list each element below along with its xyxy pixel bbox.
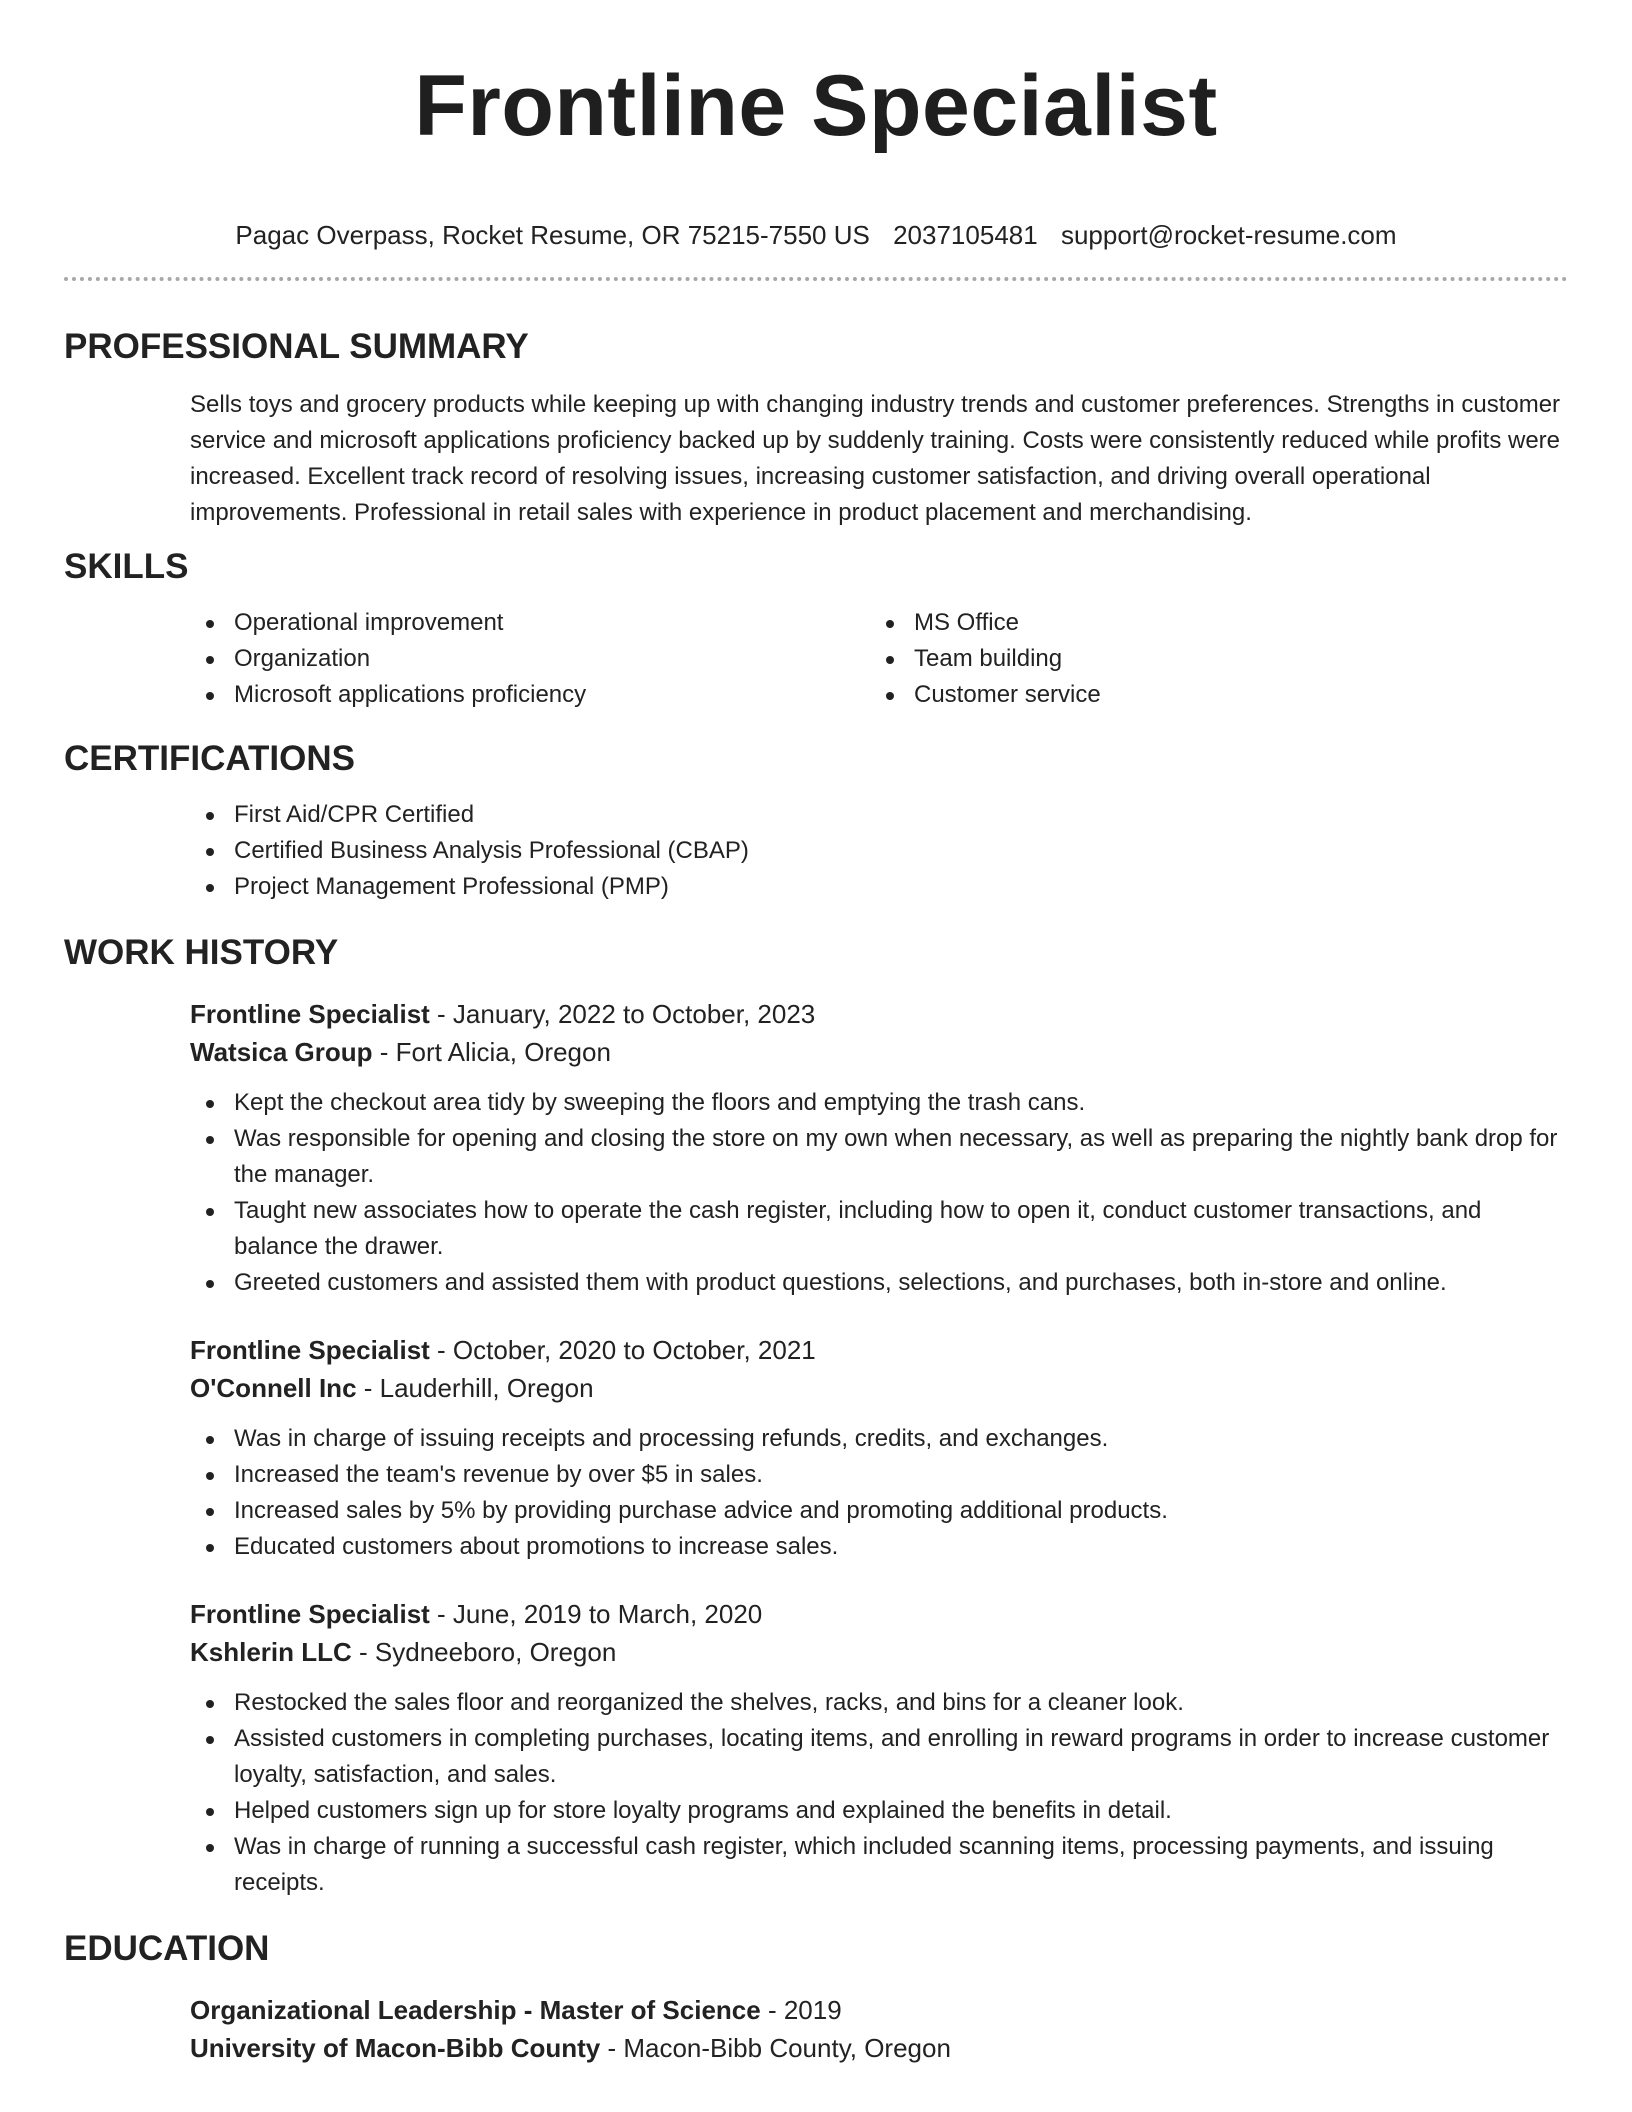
certification-item: First Aid/CPR Certified (190, 797, 1568, 833)
education-section (64, 1927, 1568, 2067)
skill-item: Microsoft applications proficiency (190, 677, 870, 713)
job-title-line (190, 1331, 1568, 1369)
skills-grid (190, 605, 1568, 713)
job-bullet: Was in charge of running a successful cash register, which included scanning items, processing payments, and issuing receipts. (190, 1829, 1568, 1901)
job-title-line (190, 1595, 1568, 1633)
job-bullet: Taught new associates how to operate the cash register, including how to open it, conduct customer transactions, and balance the drawer. (190, 1193, 1568, 1265)
work-history-section (64, 931, 1568, 1901)
summary-text: Sells toys and grocery products while keeping up with changing industry trends and customer preferences. Strengths in customer service and microsoft applications proficiency backed up by suddenly training. Costs were consistently reduced while profits were increased. Excellent track record of resolving issues, increasing customer satisfaction, and driving overall operational improvements. Professional in retail sales with experience in product placement and merchandising. (190, 391, 1561, 526)
contact-line (64, 218, 1568, 252)
job-company-line (190, 1633, 1568, 1671)
job-title: Frontline Specialist (190, 1335, 430, 1365)
certifications-list (190, 797, 1568, 905)
job-bullets (64, 1085, 1568, 1301)
skill-item: Operational improvement (190, 605, 870, 641)
job-bullet: Educated customers about promotions to increase sales. (190, 1529, 1568, 1565)
job-bullets (64, 1421, 1568, 1565)
job-bullet: Was responsible for opening and closing the store on my own when necessary, as well as preparing the nightly bank drop for the manager. (190, 1121, 1568, 1193)
skills-right-list (870, 605, 1550, 713)
job-location: - Fort Alicia, Oregon (372, 1037, 611, 1067)
resume-page (64, 0, 1568, 2067)
header-divider (64, 277, 1568, 281)
job-bullet: Helped customers sign up for store loyalty programs and explained the benefits in detail. (190, 1793, 1568, 1829)
job-entry (190, 1331, 1568, 1565)
certifications-title: CERTIFICATIONS (64, 739, 356, 778)
education-year: - 2019 (760, 1995, 842, 2025)
education-school: University of Macon-Bibb County (190, 2033, 601, 2063)
job-bullet: Greeted customers and assisted them with product questions, selections, and purchases, both in-store and online. (190, 1265, 1568, 1301)
job-title: Frontline Specialist (190, 999, 430, 1029)
job-bullet: Assisted customers in completing purchases, locating items, and enrolling in reward programs in order to increase customer loyalty, satisfaction, and sales. (190, 1721, 1568, 1793)
job-dates: - October, 2020 to October, 2021 (429, 1335, 816, 1365)
work-history-title: WORK HISTORY (64, 933, 339, 972)
job-company-line (190, 1369, 1568, 1407)
certifications-section (64, 737, 1568, 905)
job-bullet: Increased sales by 5% by providing purchase advice and promoting additional products. (190, 1493, 1568, 1529)
skill-item: Organization (190, 641, 870, 677)
contact-address: Pagac Overpass, Rocket Resume, OR 75215-7550 US (235, 220, 870, 250)
certification-item: Certified Business Analysis Professional (CBAP) (190, 833, 1568, 869)
job-title: Frontline Specialist (190, 1599, 430, 1629)
summary-title: PROFESSIONAL SUMMARY (64, 327, 529, 366)
skills-title: SKILLS (64, 547, 189, 586)
skill-item: MS Office (870, 605, 1550, 641)
education-location: - Macon-Bibb County, Oregon (600, 2033, 951, 2063)
job-location: - Sydneeboro, Oregon (351, 1637, 617, 1667)
job-bullet: Kept the checkout area tidy by sweeping the floors and emptying the trash cans. (190, 1085, 1568, 1121)
job-dates: - June, 2019 to March, 2020 (429, 1599, 763, 1629)
job-bullet: Restocked the sales floor and reorganized the shelves, racks, and bins for a cleaner look. (190, 1685, 1568, 1721)
job-title-line (190, 995, 1568, 1033)
education-degree-line (190, 1991, 1568, 2029)
skills-left-list (190, 605, 870, 713)
job-dates: - January, 2022 to October, 2023 (429, 999, 816, 1029)
summary-section (64, 325, 1568, 531)
job-bullets (64, 1685, 1568, 1901)
job-location: - Lauderhill, Oregon (356, 1373, 594, 1403)
skills-section (64, 545, 1568, 713)
job-bullet: Increased the team's revenue by over $5 in sales. (190, 1457, 1568, 1493)
certification-item: Project Management Professional (PMP) (190, 869, 1568, 905)
job-company: Watsica Group (190, 1037, 373, 1067)
job-company: Kshlerin LLC (190, 1637, 352, 1667)
job-entry (190, 995, 1568, 1301)
contact-email: support@rocket-resume.com (1060, 220, 1397, 250)
job-company-line (190, 1033, 1568, 1071)
job-entry (190, 1595, 1568, 1901)
job-company: O'Connell Inc (190, 1373, 357, 1403)
education-title: EDUCATION (64, 1929, 270, 1968)
resume-name: Frontline Specialist (414, 58, 1218, 154)
contact-phone: 2037105481 (893, 220, 1038, 250)
skill-item: Customer service (870, 677, 1550, 713)
skill-item: Team building (870, 641, 1550, 677)
education-entry (190, 1991, 1568, 2067)
education-school-line (190, 2029, 1568, 2067)
job-bullet: Was in charge of issuing receipts and processing refunds, credits, and exchanges. (190, 1421, 1568, 1457)
education-degree: Organizational Leadership - Master of Science (190, 1995, 761, 2025)
